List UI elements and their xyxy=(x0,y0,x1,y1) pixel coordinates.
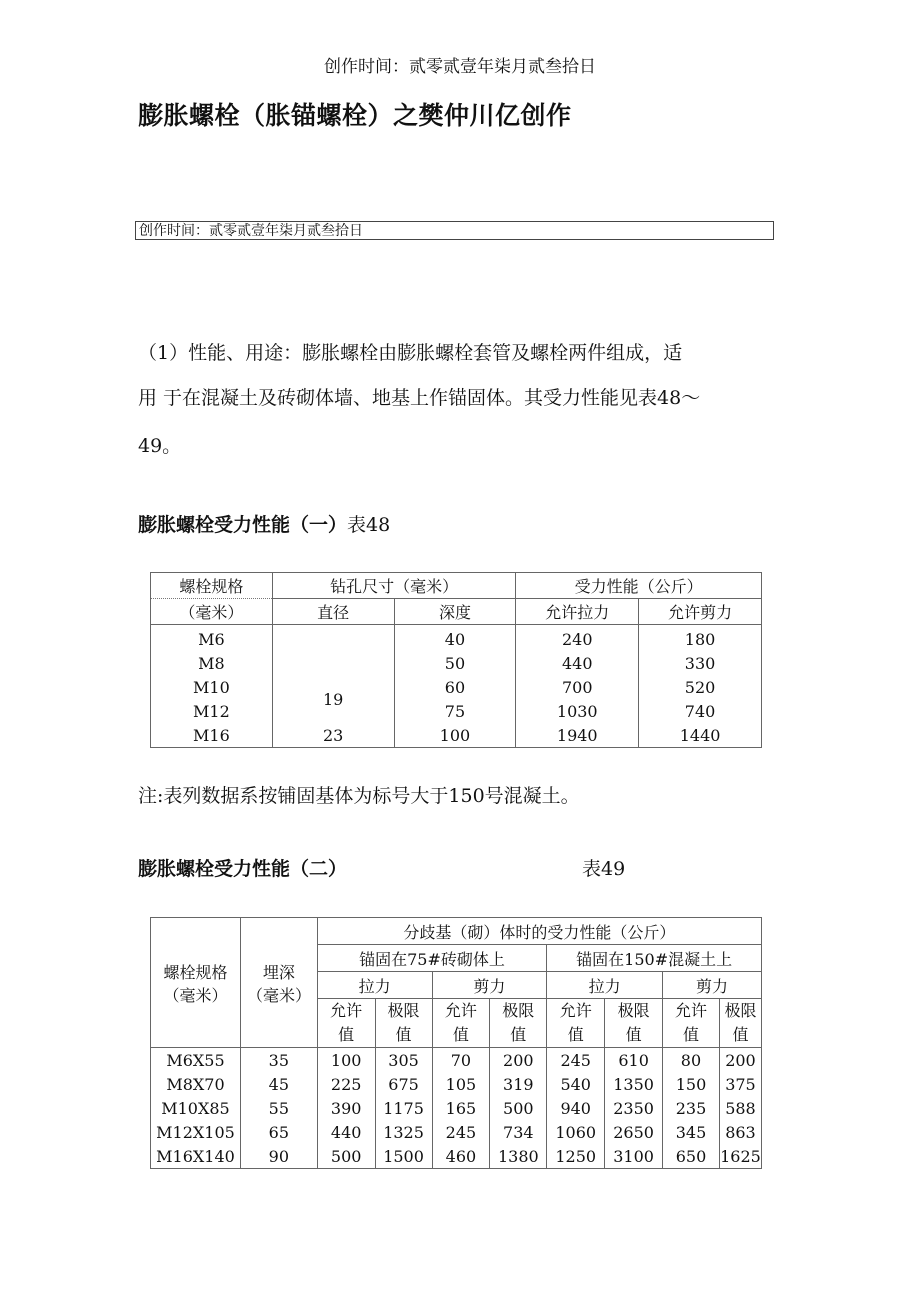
cell-depth: 75 xyxy=(394,699,516,723)
paragraph-line-2: 用 于在混凝土及砖砌体墙、地基上作锚固体。其受力性能见表48〜 xyxy=(138,387,701,409)
cell-value: 245 xyxy=(432,1120,490,1144)
cell-spec: M16X140 xyxy=(151,1144,241,1169)
cell-value: 734 xyxy=(490,1120,547,1144)
cell-value: 863 xyxy=(719,1120,761,1144)
cell-value: 319 xyxy=(490,1072,547,1096)
cell-depth: 60 xyxy=(394,675,516,699)
header-spec xyxy=(151,573,273,599)
cell-value: 1175 xyxy=(375,1096,432,1120)
cell-spec: M10 xyxy=(151,675,273,699)
cell-value: 225 xyxy=(317,1072,375,1096)
table48-caption-title: 膨胀螺栓受力性能（一） xyxy=(138,514,348,536)
cell-spec: M12X105 xyxy=(151,1120,241,1144)
header-drill: 钻孔尺寸（毫米） xyxy=(272,573,516,599)
cell-shear: 740 xyxy=(639,699,762,723)
cell-spec: M6X55 xyxy=(151,1048,241,1073)
cell-tension: 440 xyxy=(516,651,639,675)
cell-value: 540 xyxy=(547,1072,605,1096)
cell-value: 1250 xyxy=(547,1144,605,1169)
cell-value: 588 xyxy=(719,1096,761,1120)
header-spec-line1: 螺栓规格 xyxy=(179,577,244,596)
header-force: 受力性能（公斤） xyxy=(516,573,762,599)
header-depth: 深度 xyxy=(394,599,516,625)
table-48 xyxy=(150,572,762,748)
table-row xyxy=(151,699,762,723)
table49-caption-number: 表49 xyxy=(582,858,626,880)
cell-value: 500 xyxy=(490,1096,547,1120)
table48-caption-number: 表48 xyxy=(347,514,391,536)
cell-value: 80 xyxy=(663,1048,720,1073)
table-row xyxy=(151,1096,762,1120)
header-limit: 极限值 xyxy=(375,999,432,1048)
header-diameter: 直径 xyxy=(272,599,394,625)
header-allow: 允许值 xyxy=(547,999,605,1048)
paragraph-line-1: （1）性能、用途：膨胀螺栓由膨胀螺栓套管及螺栓两件组成，适 xyxy=(138,342,683,364)
cell-embed: 45 xyxy=(240,1072,317,1096)
cell-value: 675 xyxy=(375,1072,432,1096)
cell-spec: M10X85 xyxy=(151,1096,241,1120)
cell-value: 200 xyxy=(490,1048,547,1073)
cell-shear: 180 xyxy=(639,625,762,652)
header-group: 分歧基（砌）体时的受力性能（公斤） xyxy=(317,918,761,945)
cell-shear: 330 xyxy=(639,651,762,675)
cell-spec: M16 xyxy=(151,723,273,748)
header-concrete-shear: 剪力 xyxy=(663,972,762,999)
cell-tension: 1940 xyxy=(516,723,639,748)
header-limit: 极限值 xyxy=(490,999,547,1048)
cell-depth: 50 xyxy=(394,651,516,675)
cell-embed: 90 xyxy=(240,1144,317,1169)
table-49 xyxy=(150,917,762,1169)
document-title: 膨胀螺栓（胀锚螺栓）之樊仲川亿创作 xyxy=(138,101,572,130)
table49-caption xyxy=(138,854,347,881)
cell-embed: 65 xyxy=(240,1120,317,1144)
table-row xyxy=(151,723,762,748)
cell-value: 345 xyxy=(663,1120,720,1144)
table-row xyxy=(151,1072,762,1096)
table-row xyxy=(151,651,762,675)
header-spec-unit: （毫米） xyxy=(151,599,273,625)
cell-shear: 520 xyxy=(639,675,762,699)
cell-value: 390 xyxy=(317,1096,375,1120)
cell-diameter xyxy=(272,651,394,675)
table49-caption-title: 膨胀螺栓受力性能（二） xyxy=(138,858,348,880)
header-shear: 允许剪力 xyxy=(639,599,762,625)
cell-value: 100 xyxy=(317,1048,375,1073)
cell-tension: 240 xyxy=(516,625,639,652)
cell-depth: 40 xyxy=(394,625,516,652)
header-brick-tension: 拉力 xyxy=(317,972,432,999)
cell-value: 2350 xyxy=(605,1096,663,1120)
table-note: 注:表列数据系按铺固基体为标号大于150号混凝土。 xyxy=(138,785,580,807)
table-row xyxy=(151,1048,762,1073)
cell-value: 150 xyxy=(663,1072,720,1096)
cell-value: 235 xyxy=(663,1096,720,1120)
cell-tension: 700 xyxy=(516,675,639,699)
cell-diameter xyxy=(272,625,394,652)
page-header: 创作时间：贰零贰壹年柒月贰叁拾日 xyxy=(324,57,596,77)
header-allow: 允许值 xyxy=(432,999,490,1048)
header-limit: 极限值 xyxy=(605,999,663,1048)
table-row xyxy=(151,625,762,652)
header-concrete: 锚固在150#混凝土上 xyxy=(547,945,762,972)
cell-tension: 1030 xyxy=(516,699,639,723)
cell-diameter: 23 xyxy=(272,723,394,748)
cell-shear: 1440 xyxy=(639,723,762,748)
cell-value: 500 xyxy=(317,1144,375,1169)
table-row xyxy=(151,675,762,699)
cell-diameter: 19 xyxy=(272,675,394,723)
header-tension: 允许拉力 xyxy=(516,599,639,625)
cell-embed: 55 xyxy=(240,1096,317,1120)
cell-value: 3100 xyxy=(605,1144,663,1169)
cell-spec: M8 xyxy=(151,651,273,675)
header-brick-shear: 剪力 xyxy=(432,972,547,999)
header-allow: 允许值 xyxy=(317,999,375,1048)
header-allow: 允许值 xyxy=(663,999,720,1048)
cell-value: 440 xyxy=(317,1120,375,1144)
cell-value: 245 xyxy=(547,1048,605,1073)
header-spec: 螺栓规格（毫米） xyxy=(151,918,241,1048)
header-limit: 极限值 xyxy=(719,999,761,1048)
cell-value: 1350 xyxy=(605,1072,663,1096)
cell-value: 305 xyxy=(375,1048,432,1073)
cell-depth: 100 xyxy=(394,723,516,748)
header-concrete-tension: 拉力 xyxy=(547,972,663,999)
cell-value: 940 xyxy=(547,1096,605,1120)
cell-spec: M8X70 xyxy=(151,1072,241,1096)
cell-value: 1325 xyxy=(375,1120,432,1144)
creation-time-box: 创作时间：贰零贰壹年柒月贰叁拾日 xyxy=(135,221,774,240)
paragraph-line-3: 49。 xyxy=(138,435,182,457)
table48-caption xyxy=(138,510,390,537)
table-row xyxy=(151,1120,762,1144)
cell-value: 200 xyxy=(719,1048,761,1073)
cell-value: 105 xyxy=(432,1072,490,1096)
cell-value: 1380 xyxy=(490,1144,547,1169)
cell-value: 610 xyxy=(605,1048,663,1073)
cell-spec: M6 xyxy=(151,625,273,652)
table-row xyxy=(151,1144,762,1169)
cell-value: 165 xyxy=(432,1096,490,1120)
header-embed: 埋深（毫米） xyxy=(240,918,317,1048)
cell-spec: M12 xyxy=(151,699,273,723)
cell-value: 460 xyxy=(432,1144,490,1169)
cell-value: 375 xyxy=(719,1072,761,1096)
cell-embed: 35 xyxy=(240,1048,317,1073)
cell-value: 2650 xyxy=(605,1120,663,1144)
cell-value: 1500 xyxy=(375,1144,432,1169)
cell-value: 1060 xyxy=(547,1120,605,1144)
cell-value: 1625 xyxy=(719,1144,761,1169)
cell-value: 650 xyxy=(663,1144,720,1169)
cell-value: 70 xyxy=(432,1048,490,1073)
header-brick: 锚固在75#砖砌体上 xyxy=(317,945,547,972)
